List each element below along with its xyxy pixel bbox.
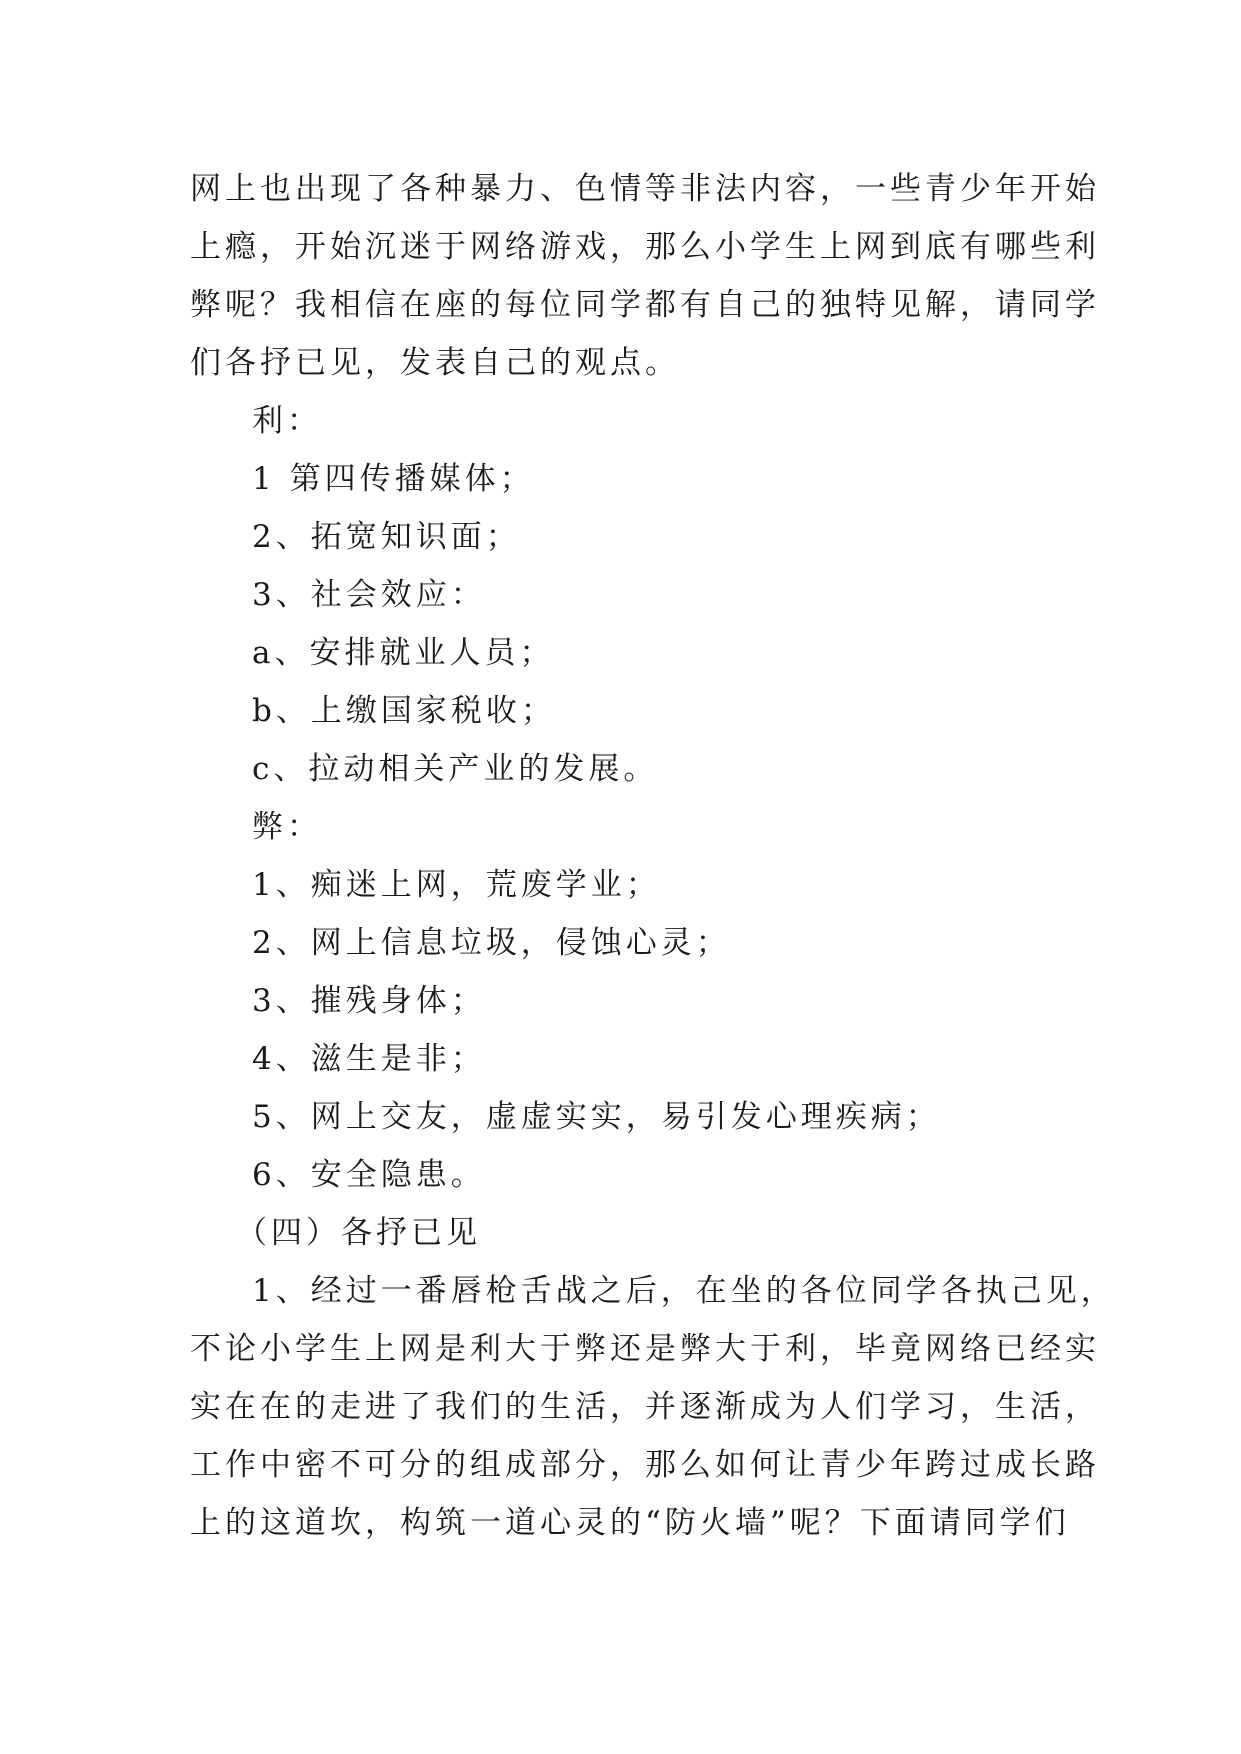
paragraph-line: 实在在的走进了我们的生活，并逐渐成为人们学习，生活， (190, 1389, 1100, 1425)
paragraph-line: 上的这道坎，构筑一道心灵的“防火墙”呢？下面请同学们 (190, 1505, 1070, 1541)
list-item: b、上缴国家税收； (252, 693, 556, 729)
paragraph-line: 不论小学生上网是利大于弊还是弊大于利，毕竟网络已经实 (190, 1331, 1100, 1367)
paragraph-line: 弊呢？我相信在座的每位同学都有自己的独特见解，请同学 (190, 287, 1100, 323)
list-item: 6、安全隐患。 (252, 1157, 486, 1193)
list-item: 4、滋生是非； (252, 1041, 486, 1077)
list-item: 1 第四传播媒体； (252, 461, 535, 497)
section-heading: （四）各抒已见 (236, 1215, 481, 1251)
section-heading-pros: 利： (252, 403, 322, 439)
document-body (190, 160, 1116, 1552)
list-item: 2、拓宽知识面； (252, 519, 521, 555)
section-heading-cons: 弊： (252, 809, 322, 845)
paragraph-line: 工作中密不可分的组成部分，那么如何让青少年跨过成长路 (190, 1447, 1100, 1483)
paragraph-line: 们各抒已见，发表自己的观点。 (190, 345, 680, 381)
list-item: c、拉动相关产业的发展。 (252, 751, 659, 787)
list-item: 1、痴迷上网，荒废学业； (252, 867, 661, 903)
list-item: 3、摧残身体； (252, 983, 486, 1019)
paragraph-line: 上瘾，开始沉迷于网络游戏，那么小学生上网到底有哪些利 (190, 229, 1100, 265)
list-item: 5、网上交友，虚虚实实，易引发心理疾病； (252, 1099, 941, 1135)
list-item: 2、网上信息垃圾，侵蚀心灵； (252, 925, 731, 961)
paragraph-line: 网上也出现了各种暴力、色情等非法内容，一些青少年开始 (190, 171, 1100, 207)
list-item: 3、社会效应： (252, 577, 486, 613)
paragraph-line: 1、经过一番唇枪舌战之后，在坐的各位同学各执己见， (252, 1273, 1116, 1309)
list-item: a、安排就业人员； (252, 635, 555, 671)
